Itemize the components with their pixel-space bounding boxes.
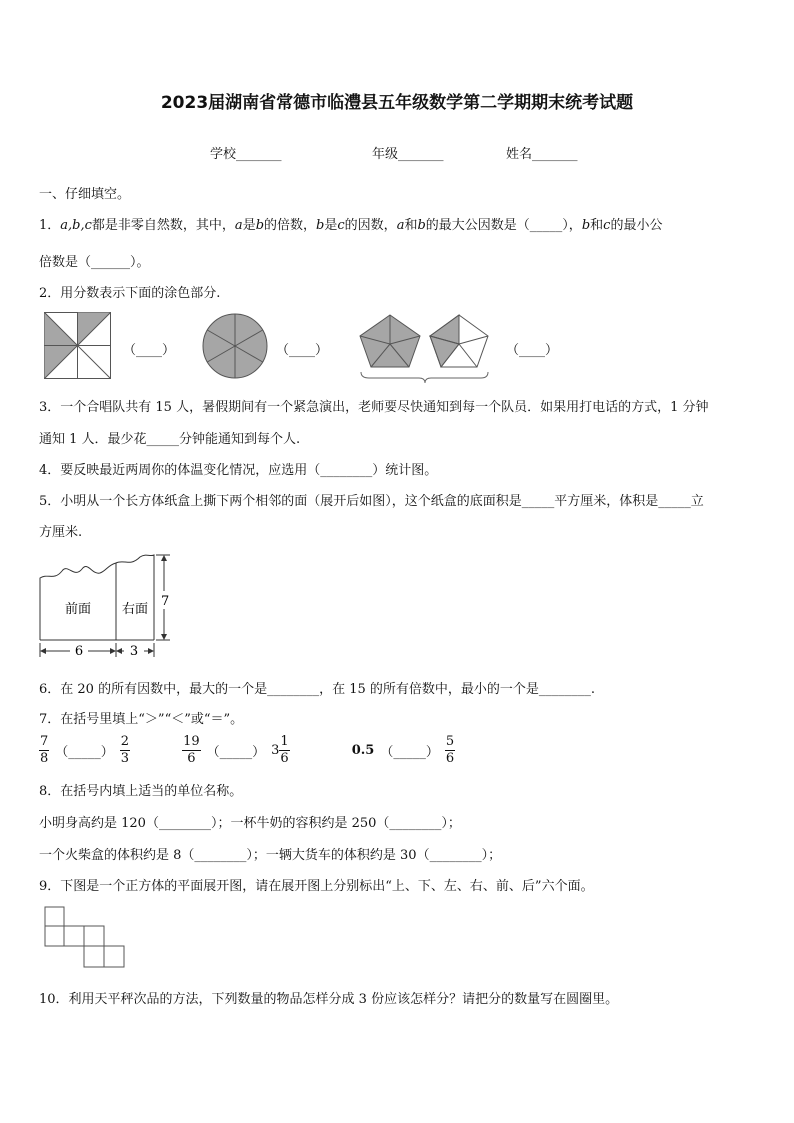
question-1-line2[interactable]: 倍数是（______）。: [39, 255, 150, 270]
q1-var-c: c: [337, 218, 345, 233]
front-face-label: 前面: [64, 602, 92, 617]
fraction: [120, 734, 130, 767]
height-7-label: 7: [161, 594, 170, 609]
q1-text: 和: [590, 218, 604, 233]
question-1: [39, 214, 662, 233]
school-blank[interactable]: _______: [236, 147, 282, 162]
question-2: 2．用分数表示下面的涂色部分.: [39, 286, 221, 301]
circle-fraction-figure: [201, 312, 269, 380]
name-blank[interactable]: _______: [532, 147, 578, 162]
denominator: 8: [40, 751, 49, 766]
q1-text: 和: [404, 218, 418, 233]
q2-blank-3[interactable]: （____）: [506, 343, 559, 358]
fraction: [182, 734, 201, 767]
numerator: 1: [280, 734, 289, 749]
question-9: 9．下图是一个正方体的平面展开图，请在展开图上分别标出“上、下、左、右、前、后”六个面。: [39, 879, 594, 894]
school-field: [210, 143, 282, 162]
grade-blank[interactable]: _______: [398, 147, 444, 162]
q1-var-b: b: [255, 218, 265, 233]
question-10: 10．利用天平秤次品的方法，下列数量的物品怎样分成 3 份应该怎样分？请把分的数量写在圆圈里。: [39, 992, 619, 1007]
question-5-line2: 方厘米.: [39, 525, 83, 540]
q1-text: 的因数，: [344, 218, 397, 233]
q1-var-b: b: [417, 218, 426, 233]
q1-number: 1．: [39, 218, 61, 233]
q1-vars: a,b,c: [60, 218, 92, 233]
question-4[interactable]: 4．要反映最近两周你的体温变化情况，应选用（________）统计图。: [39, 463, 438, 478]
denominator: 6: [445, 751, 455, 766]
q7-blank-1[interactable]: （_____）: [55, 745, 114, 760]
numerator: 7: [40, 734, 49, 749]
width-3-label: 3: [129, 644, 139, 659]
denominator: 6: [280, 751, 289, 766]
section-heading: 一、仔细填空。: [39, 187, 131, 202]
q1-var-b: b: [316, 218, 325, 233]
q7-comparisons: [39, 734, 455, 767]
pentagon-fraction-figure: [357, 312, 492, 384]
box-net-figure: [36, 551, 186, 663]
q1-var-c: c: [603, 218, 611, 233]
question-6[interactable]: 6．在 20 的所有因数中，最大的一个是________，在 15 的所有倍数中，最小的一个是________.: [39, 682, 596, 697]
denominator: 3: [120, 751, 130, 766]
right-face-label: 右面: [121, 602, 149, 617]
fraction: [39, 734, 49, 767]
width-6-label: 6: [74, 644, 84, 659]
numerator: 19: [183, 734, 200, 749]
numerator: 2: [120, 734, 130, 749]
question-8: 8．在括号内填上适当的单位名称。: [39, 784, 243, 799]
q1-text: 都是非零自然数，其中，: [91, 218, 235, 233]
school-label: 学校: [210, 147, 237, 162]
q2-blank-2[interactable]: （____）: [276, 343, 329, 358]
q1-var-a: a: [234, 218, 243, 233]
name-field: [506, 143, 578, 162]
numerator: 5: [445, 734, 455, 749]
q1-text: 的最小公: [610, 218, 663, 233]
mixed-whole: 3: [271, 743, 280, 758]
q1-var-a: a: [396, 218, 405, 233]
q1-answer-blank[interactable]: 的最大公因数是（_____），: [425, 218, 582, 233]
q7-blank-2[interactable]: （_____）: [206, 745, 266, 760]
q1-text: 是: [242, 218, 256, 233]
q2-blank-1[interactable]: （____）: [123, 343, 176, 358]
decimal-value: 0.5: [351, 743, 375, 758]
fraction: [445, 734, 455, 767]
question-7: 7．在括号里填上“＞”“＜”或“＝”。: [39, 712, 244, 727]
question-8-line1[interactable]: 小明身高约是 120（________）；一杯牛奶的容积约是 250（________）；: [39, 816, 461, 831]
question-3-line2[interactable]: 通知 1 人．最少花_____分钟能通知到每个人.: [39, 432, 301, 447]
name-label: 姓名: [506, 147, 533, 162]
grade-label: 年级: [372, 147, 399, 162]
square-fraction-figure: [44, 312, 111, 379]
q1-var-b: b: [581, 218, 591, 233]
cube-net-figure[interactable]: [44, 906, 126, 970]
fraction: [279, 734, 289, 767]
denominator: 6: [187, 751, 196, 766]
q1-text: 是: [324, 218, 338, 233]
question-3: 3．一个合唱队共有 15 人，暑假期间有一个紧急演出，老师要尽快通知到每一个队员．如果用打电话的方式，1 分钟: [39, 400, 709, 415]
page-title: 2023届湖南省常德市临澧县五年级数学第二学期期末统考试题: [160, 93, 634, 113]
grade-field: [372, 143, 444, 162]
question-8-line2[interactable]: 一个火柴盒的体积约是 8（________）；一辆大货车的体积约是 30（________）；: [39, 848, 502, 863]
q7-blank-3[interactable]: （_____）: [380, 745, 439, 760]
q1-text: 的倍数，: [264, 218, 317, 233]
question-5[interactable]: 5．小明从一个长方体纸盒上撕下两个相邻的面（展开后如图），这个纸盒的底面积是_____平方厘米，体积是_____立: [39, 494, 704, 509]
